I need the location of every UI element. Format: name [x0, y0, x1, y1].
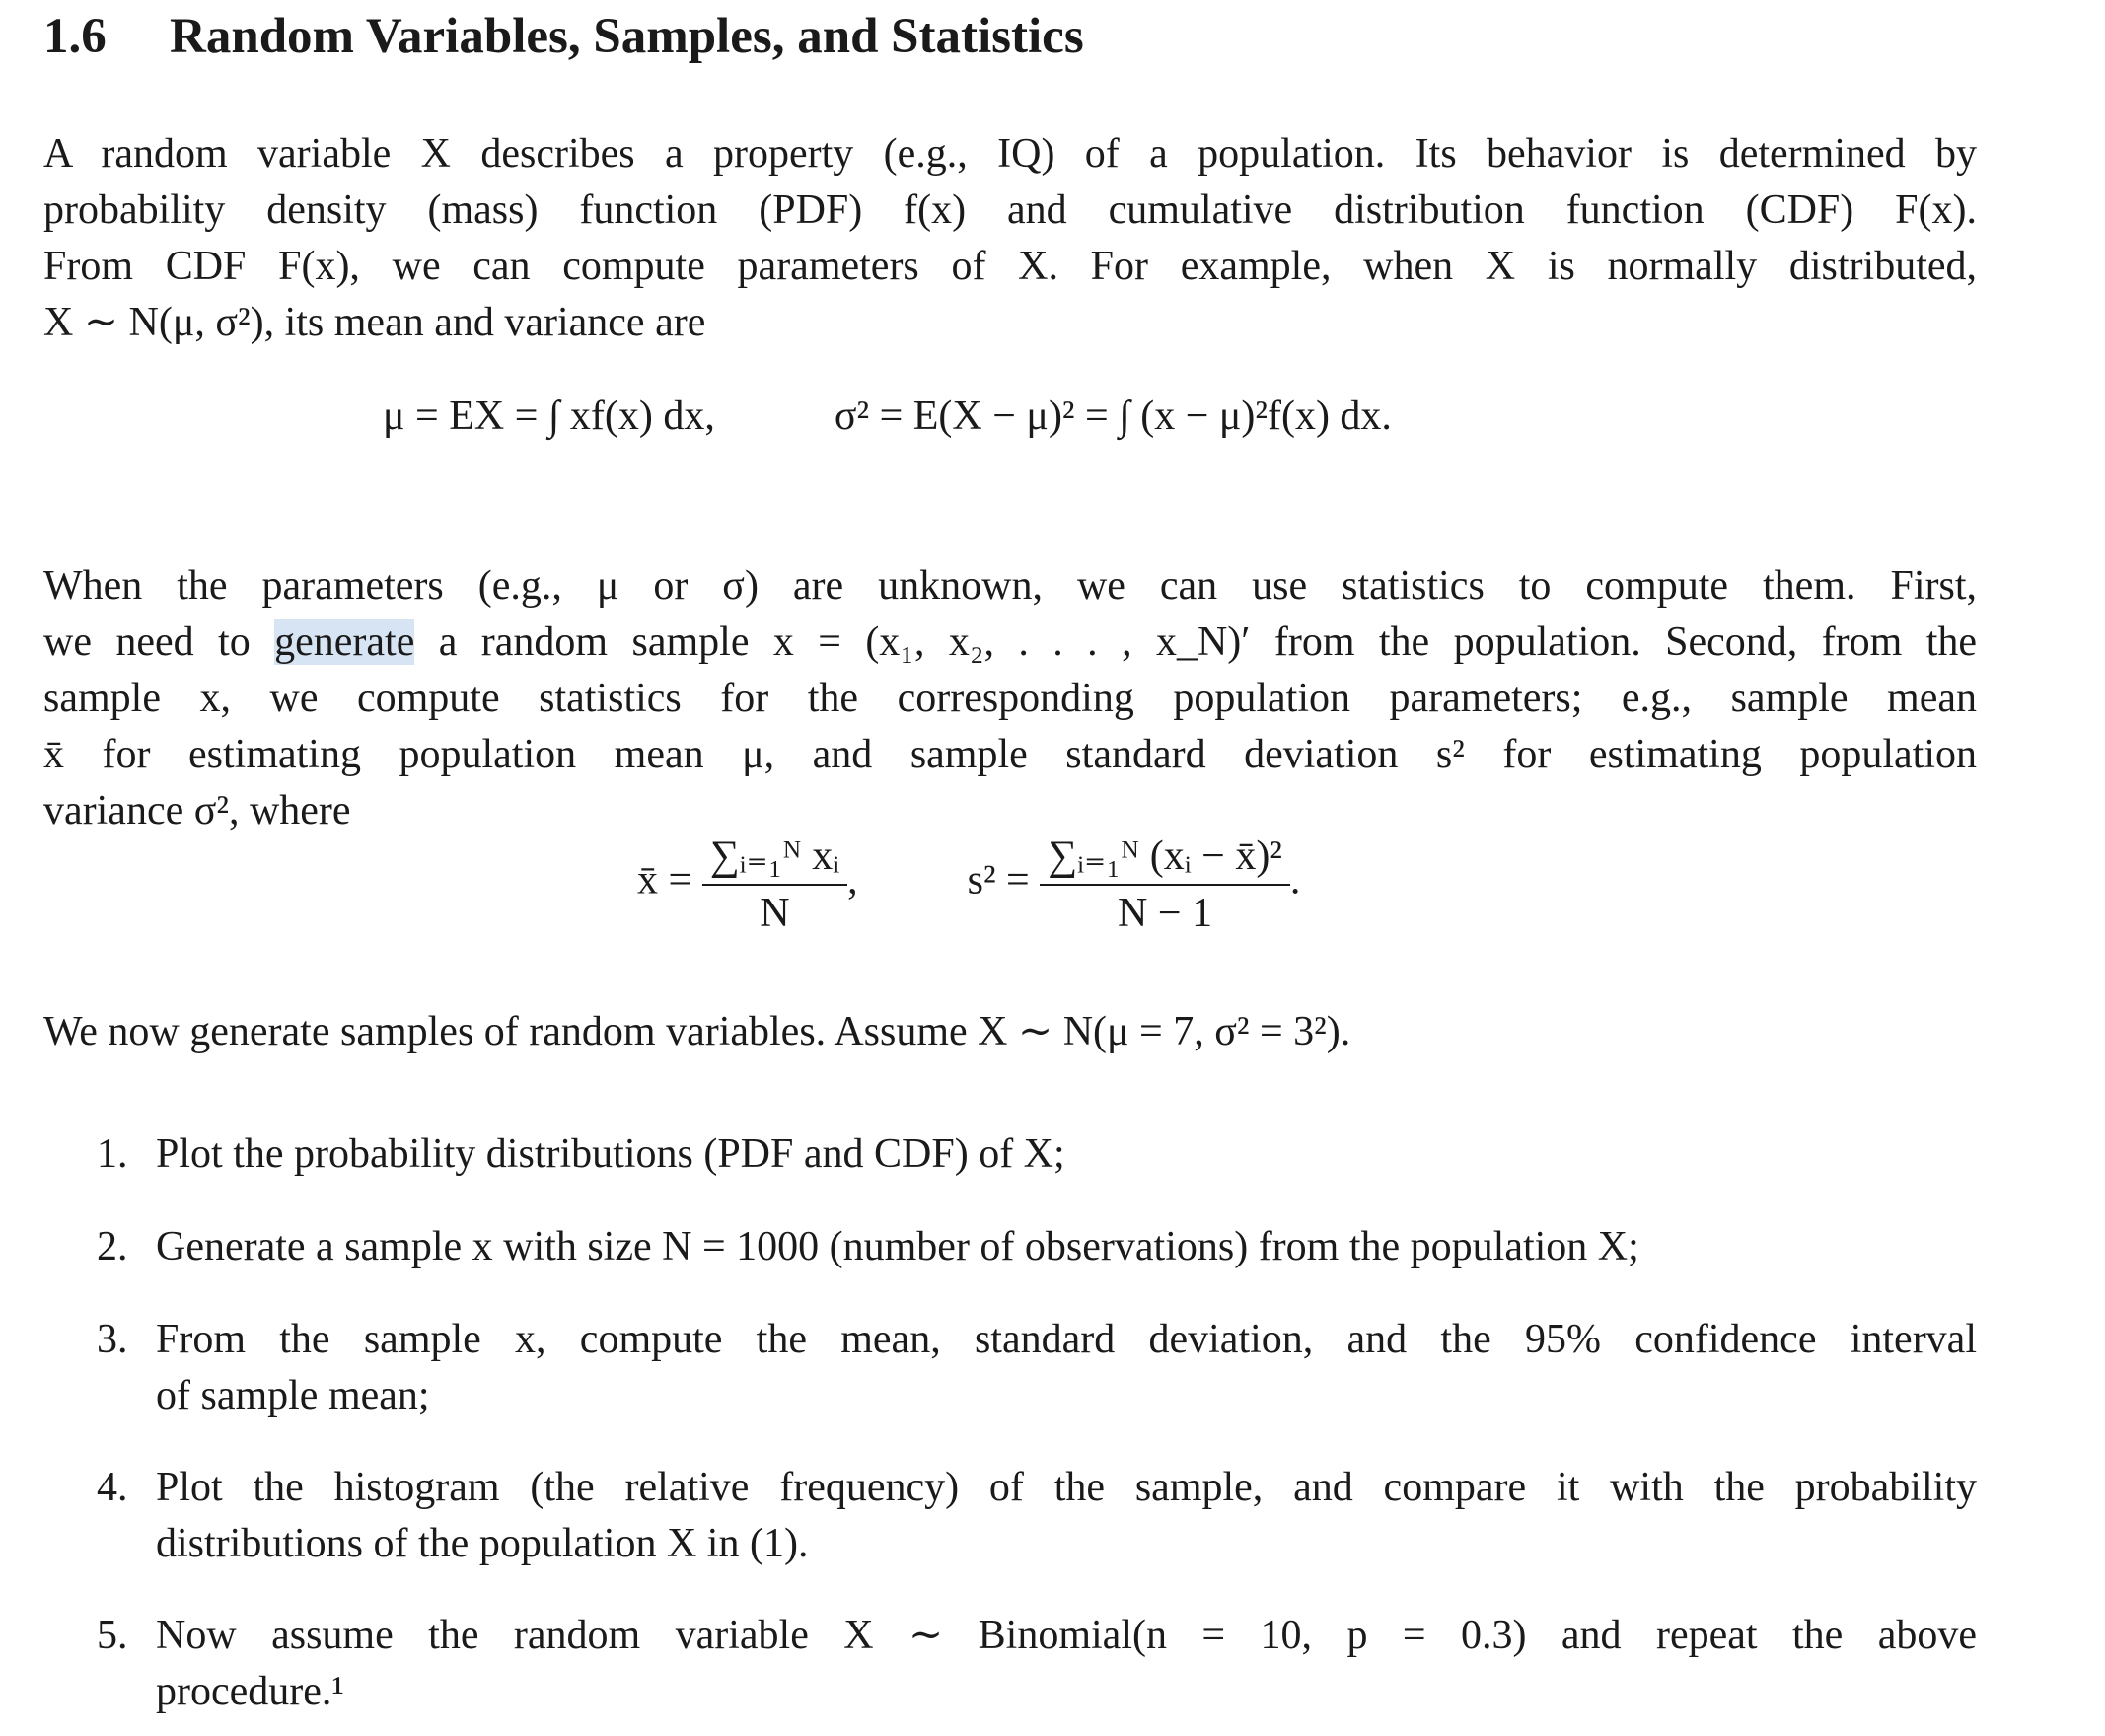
section-number: 1.6 — [43, 9, 107, 64]
task-item-2 — [97, 1219, 1977, 1275]
statistics-paragraph — [43, 558, 1977, 839]
section-heading — [43, 8, 1084, 65]
stats-line-2-start: we need to — [43, 619, 251, 665]
task-item-1 — [97, 1126, 1977, 1183]
s2-numerator: ∑ᵢ₌₁ᴺ (xᵢ − x̄)² — [1040, 831, 1290, 886]
mean-formula: μ = EX = ∫ xf(x) dx, — [383, 394, 715, 439]
xbar-denominator: N — [760, 891, 790, 936]
task-3-line-1: From the sample x, compute the mean, standard deviation, and the 95% confidence interval — [156, 1317, 1977, 1362]
xbar-comma: , — [847, 857, 858, 904]
task-1-line-1: Plot the probability distributions (PDF and CDF) of X; — [156, 1131, 1065, 1177]
highlighted-word: generate — [274, 619, 415, 665]
stats-line-5: variance σ², where — [43, 788, 351, 833]
intro-line-1: A random variable X describes a property (e.g., IQ) of a population. Its behavior is determined by — [43, 131, 1977, 177]
intro-line-4: X ∼ N(μ, σ²), its mean and variance are — [43, 300, 706, 345]
stats-line-1: When the parameters (e.g., μ or σ) are unknown, we can use statistics to compute them. First, — [43, 563, 1977, 609]
task-item-5 — [97, 1608, 1977, 1720]
task-item-3 — [97, 1312, 1977, 1424]
task-5-line-1: Now assume the random variable X ∼ Binomial(n = 10, p = 0.3) and repeat the above — [156, 1613, 1977, 1658]
assumption-line: We now generate samples of random variables. Assume X ∼ N(μ = 7, σ² = 3²). — [43, 1009, 1351, 1054]
task-2-line-1: Generate a sample x with size N = 1000 (number of observations) from the population X; — [156, 1224, 1639, 1269]
task-number: 1. — [97, 1131, 128, 1177]
s2-period: . — [1289, 857, 1301, 904]
intro-paragraph — [43, 126, 1977, 351]
s2-fraction — [1040, 831, 1290, 937]
xbar-numerator: ∑ᵢ₌₁ᴺ xᵢ — [702, 831, 847, 886]
task-5-line-2: procedure.¹ — [156, 1669, 344, 1714]
assumption-paragraph — [43, 1004, 1977, 1060]
task-item-4 — [97, 1460, 1977, 1572]
task-number: 5. — [97, 1613, 128, 1658]
intro-line-3: From CDF F(x), we can compute parameters of X. For example, when X is normally distributed, — [43, 244, 1977, 289]
task-number: 4. — [97, 1465, 128, 1510]
sample-statistics-equation — [637, 831, 1300, 937]
xbar-fraction — [702, 831, 847, 937]
s2-lhs: s² = — [967, 857, 1030, 904]
section-title: Random Variables, Samples, and Statistics — [170, 9, 1084, 64]
task-4-line-1: Plot the histogram (the relative frequency) of the sample, and compare it with the probability — [156, 1465, 1977, 1510]
task-number: 2. — [97, 1224, 128, 1269]
intro-line-2: probability density (mass) function (PDF) f(x) and cumulative distribution function (CDF) F(x). — [43, 187, 1977, 233]
xbar-lhs: x̄ = — [637, 857, 692, 904]
stats-line-2-end: a random sample x = (x₁, x₂, . . . , x_N)′ from the population. Second, from the — [438, 619, 1978, 665]
s2-denominator: N − 1 — [1118, 891, 1213, 936]
stats-line-3: sample x, we compute statistics for the corresponding population parameters; e.g., sample mean — [43, 676, 1977, 721]
variance-formula: σ² = E(X − μ)² = ∫ (x − μ)²f(x) dx. — [834, 394, 1392, 439]
task-number: 3. — [97, 1317, 128, 1362]
task-3-line-2: of sample mean; — [156, 1373, 430, 1418]
task-4-line-2: distributions of the population X in (1). — [156, 1521, 809, 1566]
stats-line-2 — [43, 615, 1977, 671]
mean-variance-equation — [383, 393, 1392, 440]
stats-line-4: x̄ for estimating population mean μ, and sample standard deviation s² for estimating population — [43, 732, 1977, 777]
